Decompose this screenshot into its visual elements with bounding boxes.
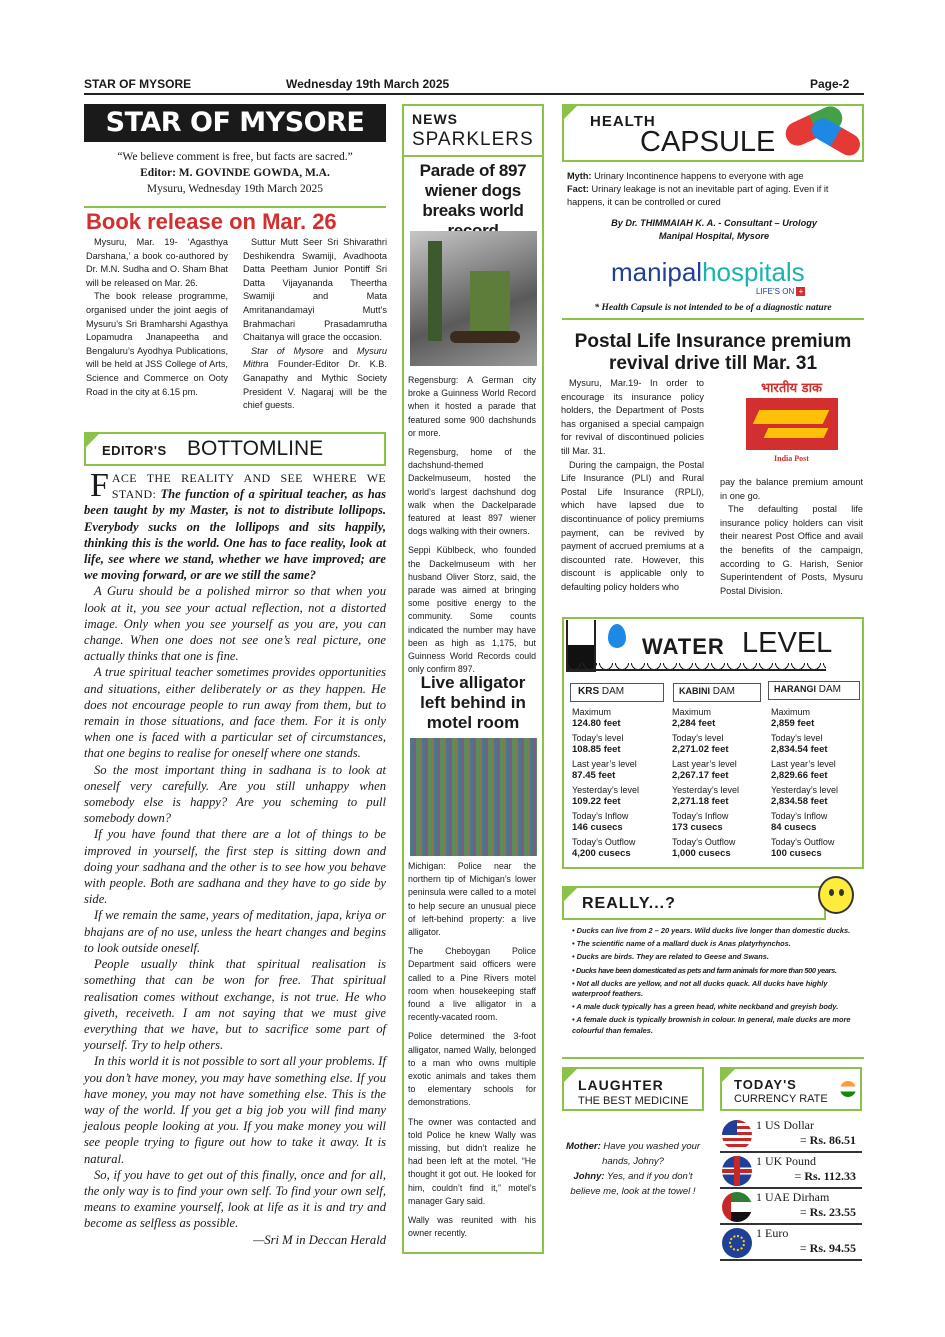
editor-p1: A Guru should be a polished mirror so that when you look at it, you see your actual reflection, not a distorted image. Only when you see yourself as you are, you can change. When one does not see one’s real picture, one actually thinks that one is fine. (84, 584, 386, 664)
uk-flag-cross (734, 1156, 740, 1186)
rate-aed (720, 1189, 862, 1225)
health-label-box (562, 104, 864, 162)
manipal-tagline (756, 287, 805, 296)
fact-1: The scientific name of a mallard duck is Anas platyrhynchos. (576, 939, 791, 949)
really-item: • A female duck is typically brownish in colour. In general, male ducks are more colourful than females. (572, 1015, 851, 1035)
dam-krs-name: KRS (578, 686, 600, 697)
currency-label2: CURRENCY RATE (734, 1093, 828, 1105)
uae-flag-icon (722, 1192, 752, 1222)
news-p3: Seppi Küblbeck, who founded the Dackelmuseum with her husband Oliver Storz, said, the parade was aimed at bringing some positive energy to the community. Some counts indicated the number may have been as high as 1,175, but Guinness World Records could only confirm 897. (408, 545, 536, 675)
news-p4: Michigan: Police near the northern tip of Michigan’s lower peninsula were called to a motel to help secure an unusual piece of left-behind property: a live alligator. (408, 861, 536, 938)
manipal-logo (611, 257, 805, 288)
really-list (572, 926, 862, 1036)
krs-v5: 4,200 cusecs (572, 848, 631, 859)
krs-row (572, 811, 664, 833)
myth-key: Myth: (567, 171, 592, 181)
dam-kabini-name: KABINI (679, 686, 710, 696)
postal-p2: During the campaign, the Postal Life Insurance (PLI) and Rural Postal Life Insurance (RPLI), which have lapsed due to discontinuance of policy premiums payment, can be revived by payment of accrued premiums at a discounted rate. However, this discount is applicable only to defaulting policy holders who (561, 459, 704, 592)
header-rule (84, 93, 864, 95)
krs-v4: 146 cusecs (572, 822, 623, 833)
kab-v4: 173 cusecs (672, 822, 723, 833)
editor-p4: If you have found that there are a lot of things to be improved in yourself, the first step is sitting down and doing your sadhana and the other is to see how you behave with people. Both are sadhana and they have to go side by side. (84, 827, 386, 907)
editor-first-rest: The function of a spiritual teacher, as has been taught by my Master, is not to distribute lollipops. Everybody sucks on the lollipops and sits happily, thinking this is the world. One has to face reality, look at life, see where we stand, whether we have improved; are we moving forward, or are we still the same? (84, 487, 386, 583)
krs-row (572, 733, 664, 755)
india-post-logo (720, 378, 863, 466)
har-k2: Last year’s level (771, 759, 836, 769)
editor-p7: In this world it is not possible to sort all your problems. If you don’t have money, you may have something else. If you have money, you may not have something else. This is the way of the world. If you get a big job you will find many jealous people looking at you. If you make money you will see people trying to figure out how to take it away. It is natural. (84, 1054, 386, 1166)
masthead-title: STAR OF MYSORE (84, 104, 386, 142)
news-label2: SPARKLERS (412, 129, 534, 150)
book-col1 (86, 236, 228, 399)
health-label2: CAPSULE (640, 126, 776, 158)
india-flag-icon (840, 1081, 856, 1097)
kabini-row (672, 759, 764, 781)
eu-stars (729, 1235, 745, 1251)
dam-harangi-name: HARANGI (774, 684, 816, 694)
kabini-data (672, 707, 764, 863)
krs-row (572, 707, 664, 729)
water-wave (566, 663, 826, 671)
editor-p5: If we remain the same, years of meditation, japa, kriya or bhajans are of no use, unless the heart changes and begins to look outside oneself. (84, 908, 386, 955)
photo-figure1 (428, 241, 442, 341)
header-page: Page-2 (810, 77, 850, 91)
corner-mark (564, 888, 577, 901)
news-body2 (408, 860, 536, 1240)
fact-2: Ducks are birds. They are related to Geese and Swans. (576, 952, 769, 962)
krs-v1: 108.85 feet (572, 744, 621, 755)
book-rest: Founder-Editor Dr. K.B. Ganapathy and Mythic Society President V. Nagaraj will be the chief guests. (243, 359, 387, 411)
corner-mark (564, 106, 577, 119)
dam-kabini-dam: DAM (712, 686, 736, 697)
water-drop-icon (608, 624, 626, 648)
really-item: • Ducks can live from 2 – 20 years. Wild ducks live longer than domestic ducks. (572, 926, 851, 935)
dropcap: F (90, 467, 109, 504)
harangi-row (771, 707, 861, 729)
corner-mark (86, 434, 99, 447)
masthead-dateline: Mysuru, Wednesday 19th March 2025 (146, 183, 324, 195)
editor-p8: So, if you have to get out of this finally, once and for all, the only way is to find your own self. To find your own self, means to examine yourself, look at life as it is and try and become as selfless as possible. (84, 1167, 386, 1231)
news-label1: NEWS (412, 111, 458, 127)
editor-body (84, 467, 386, 1248)
fact-key: Fact: (567, 184, 589, 194)
aed-value-line (800, 1205, 856, 1220)
really-item: • Ducks have been domesticated as pets and farm animals for more than 500 years. (572, 965, 837, 975)
book-em2: Mysuru Mithra (243, 345, 387, 370)
harangi-row (771, 811, 861, 833)
har-k5: Today’s Outflow (771, 837, 835, 847)
logo-red-block (746, 398, 838, 450)
book-headline: Book release on Mar. 26 (86, 209, 337, 234)
masthead-quote: “We believe comment is free, but facts are sacred.” (117, 151, 353, 163)
masthead-editor: Editor: M. GOVINDE GOWDA, M.A. (140, 167, 330, 179)
kab-v5: 1,000 cusecs (672, 848, 731, 859)
book-and: and (332, 345, 348, 356)
gbp-unit: 1 UK Pound (756, 1154, 817, 1168)
fact-0: Ducks can live from 2 – 20 years. Wild ducks live longer than domestic ducks. (576, 926, 851, 935)
gbp-eq: = (794, 1169, 802, 1183)
kabini-row (672, 785, 764, 807)
har-k0: Maximum (771, 707, 811, 717)
header-paper: STAR OF MYSORE (84, 77, 192, 91)
aed-unit: 1 UAE Dirham (756, 1190, 830, 1204)
currency-box (720, 1067, 862, 1111)
really-item: • A male duck typically has a green head, white neckband and greyish body. (572, 1002, 839, 1012)
news-p1: Regensburg: A German city broke a Guinness World Record when it hosted a parade that featured some 900 dachshunds or more. (408, 375, 536, 438)
health-byline: By Dr. THIMMAIAH K. A. - Consultant – Urology (611, 218, 817, 228)
postal-p1: Mysuru, Mar.19- In order to encourage its insurance policy holders, the Department of Posts has organised a special campaign for revival of discontinued policies till Mar. 31. (561, 378, 704, 456)
kabini-row (672, 837, 764, 859)
laughter-label1: LAUGHTER (578, 1077, 664, 1093)
us-flag-canton (722, 1120, 737, 1135)
aed-eq: = (799, 1205, 807, 1219)
health-rule (562, 318, 864, 320)
news-p7: The owner was contacted and told Police he knew Wally was missing, but didn’t realize he had been left at the motel. “He thought it got out. He looked for him, couldn’t find it,” motel’s manager Gary said. (408, 1116, 536, 1206)
book-p3: Suttur Mutt Seer Sri Shivarathri Deshikendra Swamiji, Avadhoota Datta Peetham Junior Pontiff Sri Datta Vijayananda Theertha Swamiji and Mata Amritanandamayi Mutt’s Brahmachari Prasadamrutha Chaitanya will grace the occasion. (243, 237, 387, 343)
harangi-row (771, 785, 861, 807)
gbp-value-line (795, 1169, 856, 1184)
logo-stripe2 (764, 428, 829, 438)
mother-key: Mother: (565, 1141, 601, 1152)
har-k4: Today’s Inflow (771, 811, 828, 821)
news-h2: Live alligator left behind in motel room (420, 673, 526, 732)
usd-unit: 1 US Dollar (756, 1118, 814, 1132)
krs-v2: 87.45 feet (572, 770, 616, 781)
har-v3: 2,834.58 feet (771, 796, 828, 807)
laughter-label2: THE BEST MEDICINE (578, 1095, 689, 1107)
uk-flag-icon (722, 1156, 752, 1186)
joke-line1 (562, 1139, 704, 1169)
harangi-row (771, 837, 861, 859)
news-p6: Police determined the 3-foot alligator, named Wally, belonged to a man who owns multiple exotic animals and takes them to elementary schools for demonstrations. (408, 1031, 536, 1108)
eur-value-line (800, 1241, 856, 1256)
health-disclaimer: * Health Capsule is not intended to be of a diagnostic nature (594, 303, 832, 313)
bulb-icon (818, 876, 854, 914)
health-hospital: Manipal Hospital, Mysore (658, 231, 770, 241)
postal-col2 (720, 476, 863, 598)
editor-label2: BOTTOMLINE (187, 437, 324, 460)
krs-k5: Today’s Outflow (572, 837, 636, 847)
har-v5: 100 cusecs (771, 848, 822, 859)
fact-5: A male duck typically has a green head, white neckband and greyish body. (576, 1002, 839, 1012)
postal-p3: pay the balance premium amount in one go. (720, 477, 863, 501)
really-item: • The scientific name of a mallard duck is Anas platyrhynchos. (572, 939, 791, 949)
editor-lead: ACE THE REALITY AND SEE WHERE WE STAND: (111, 471, 386, 502)
myth-text: Urinary Incontinence happens to everyone with age (594, 171, 804, 181)
logo-part1: manipal (611, 257, 703, 287)
kab-k3: Yesterday’s level (672, 785, 740, 795)
logo-en: India Post (774, 454, 809, 463)
really-rule (562, 1057, 864, 1059)
krs-v0: 124.80 feet (572, 718, 621, 729)
usd-eq: = (799, 1133, 807, 1147)
dam-harangi-dam: DAM (818, 684, 842, 695)
news-p8: Wally was reunited with his owner recently. (408, 1215, 536, 1239)
book-p2: The book release programme, organised under the joint aegis of Mysuru’s Sri Bramharshi Agasthya Lopamudra Jnanapeetha and Bengaluru’s Ayodhya Publications, will be held at JSS College of Arts, Science and Commerce on Ooty Road in the city at 6.15 pm. (86, 291, 228, 397)
har-k1: Today’s level (771, 733, 823, 743)
rate-eur (720, 1225, 862, 1261)
kab-k1: Today’s level (672, 733, 724, 743)
photo-dogs (450, 331, 520, 343)
kabini-row (672, 811, 764, 833)
eur-unit: 1 Euro (756, 1226, 789, 1240)
har-v0: 2,859 feet (771, 718, 815, 729)
krs-row (572, 837, 664, 859)
news-p5: The Cheboygan Police Department said officers were called to a Pine Rivers motel room when housekeeping staff found a live alligator in a recently-vacated room. (408, 946, 536, 1023)
dam-krs-dam: DAM (601, 686, 625, 697)
editor-p6: People usually think that spiritual realisation is something that can be won for free. That spiritual realisation comes without exchange, is not true. He who giveth, receiveth. I am not saying that we must give everything that we have, but to sacrifice some part of yourself. Try to help others. (84, 957, 386, 1053)
aed-value: Rs. 23.55 (809, 1205, 856, 1219)
editor-p3: So the most important thing in sadhana is to look at oneself very carefully. Are you still unhappy when somebody else is happy? Are you scheming to pull somebody down? (84, 762, 386, 826)
tagline-text: LIFE’S ON (756, 287, 795, 296)
harangi-data (771, 707, 861, 863)
fact-6: A female duck is typically brownish in colour. In general, male ducks are more colourful than females. (572, 1015, 851, 1035)
postal-headline: Postal Life Insurance premium revival drive till Mar. 31 (574, 331, 852, 374)
editor-label1: EDITOR'S (102, 443, 167, 458)
book-em1: Star of Mysore (251, 345, 324, 356)
editor-p2: A true spiritual teacher sometimes provides opportunities and situations, either deliberately or as they happen. He does not encourage people to run away from them, but to remain in those situations, and face them. For it is only when one is faced with a particular set of circumstances, that one begins to realise for oneself where one stands. (84, 665, 386, 761)
dam-harangi-label (768, 681, 860, 700)
really-label-box (562, 886, 826, 920)
masthead-block (84, 149, 386, 197)
water-label2: LEVEL (742, 627, 833, 659)
news-divider (402, 155, 544, 157)
bulb-eye (839, 889, 844, 896)
really-item: • Not all ducks are yellow, and not all ducks quack. All ducks have highly waterproof feathers. (572, 978, 828, 999)
har-v2: 2,829.66 feet (771, 770, 828, 781)
fact-3: Ducks have been domesticated as pets and farm animals for more than 500 years. (575, 965, 837, 975)
book-p4 (243, 345, 387, 413)
har-k3: Yesterday’s level (771, 785, 839, 795)
har-v1: 2,834.54 feet (771, 744, 828, 755)
news-h1: Parade of 897 wiener dogs breaks world (419, 161, 527, 220)
joke-line2 (562, 1169, 704, 1199)
krs-k1: Today’s level (572, 733, 624, 743)
kab-k2: Last year’s level (672, 759, 737, 769)
harangi-row (771, 759, 861, 781)
logo-part2: hospitals (702, 257, 805, 287)
health-body (567, 170, 861, 243)
kab-k5: Today’s Outflow (672, 837, 736, 847)
dam-krs-label (570, 683, 664, 702)
fact-4: Not all ducks are yellow, and not all ducks quack. All ducks have highly waterproof feathers. (572, 978, 828, 999)
har-v4: 84 cusecs (771, 822, 817, 833)
kab-k4: Today’s Inflow (672, 811, 729, 821)
eur-value: Rs. 94.55 (809, 1241, 856, 1255)
krs-data (572, 707, 664, 863)
health-label1: HEALTH (590, 113, 656, 130)
usd-value: Rs. 86.51 (809, 1133, 856, 1147)
kab-k0: Maximum (672, 707, 712, 717)
eu-flag-icon (722, 1228, 752, 1258)
news-p2: Regensburg, home of the dachshund-themed Dackelmuseum, hosted the world’s largest dachshund dog walk when the Dackelparade featured at least 897 wiener dogs walking with their owners. (408, 447, 536, 537)
currency-list (720, 1117, 862, 1261)
bulb-eye (829, 889, 834, 896)
postal-col1 (561, 377, 704, 595)
postal-p4: The defaulting postal life insurance policy holders can visit their nearest Post Office and avail the benefits of the campaign, according to G. Harish, Senior Superintendent of Posts, Mysuru Postal Division. (720, 504, 863, 596)
krs-v3: 109.22 feet (572, 796, 621, 807)
kab-v2: 2,267.17 feet (672, 770, 729, 781)
eur-eq: = (799, 1241, 807, 1255)
editor-credit: —Sri M in Deccan Herald (253, 1232, 386, 1247)
rate-usd (720, 1117, 862, 1153)
krs-k3: Yesterday’s level (572, 785, 640, 795)
dog-parade-photo (410, 231, 537, 366)
kab-v1: 2,271.02 feet (672, 744, 729, 755)
fact-text: Urinary leakage is not an inevitable part of aging. Even if it happens, it can be controlled or cured (567, 184, 829, 207)
news-body1 (408, 374, 536, 676)
us-flag-icon (722, 1120, 752, 1150)
editor-label-box (84, 432, 386, 466)
laughter-box (562, 1067, 704, 1111)
krs-k0: Maximum (572, 707, 612, 717)
logo-hindi: भारतीय डाक (761, 381, 822, 396)
kab-v0: 2,284 feet (672, 718, 716, 729)
kabini-row (672, 707, 764, 729)
dam-kabini-label (673, 683, 761, 702)
laughter-joke (562, 1139, 704, 1199)
book-col2 (243, 236, 387, 413)
johny-key: Johny: (573, 1171, 605, 1182)
currency-label1: TODAY'S (734, 1077, 797, 1092)
header-date: Wednesday 19th March 2025 (286, 77, 450, 91)
really-item: • Ducks are birds. They are related to Geese and Swans. (572, 952, 769, 962)
really-label: REALLY...? (582, 895, 676, 912)
krs-k2: Last year’s level (572, 759, 637, 769)
rate-gbp (720, 1153, 862, 1189)
corner-mark (564, 1069, 577, 1082)
harangi-row (771, 733, 861, 755)
mother-text: Have you washed your hands, Johny? (602, 1141, 701, 1167)
plus-icon: + (796, 287, 805, 296)
logo-stripe1 (753, 410, 830, 424)
usd-value-line (800, 1133, 856, 1148)
water-label1: WATER (642, 634, 725, 659)
kab-v3: 2,271.18 feet (672, 796, 729, 807)
book-p1: Mysuru, Mar. 19- ‘Agasthya Darshana,’ a book co-authored by Dr. M.N. Sudha and O. Sham Bhat will be released on Mar. 26. (86, 237, 228, 288)
krs-row (572, 785, 664, 807)
gbp-value: Rs. 112.33 (804, 1169, 856, 1183)
johny-text: Yes, and if you don’t believe me, look at the towel ! (570, 1171, 696, 1197)
alligator-photo (410, 738, 537, 856)
krs-k4: Today’s Inflow (572, 811, 629, 821)
kabini-row (672, 733, 764, 755)
krs-row (572, 759, 664, 781)
